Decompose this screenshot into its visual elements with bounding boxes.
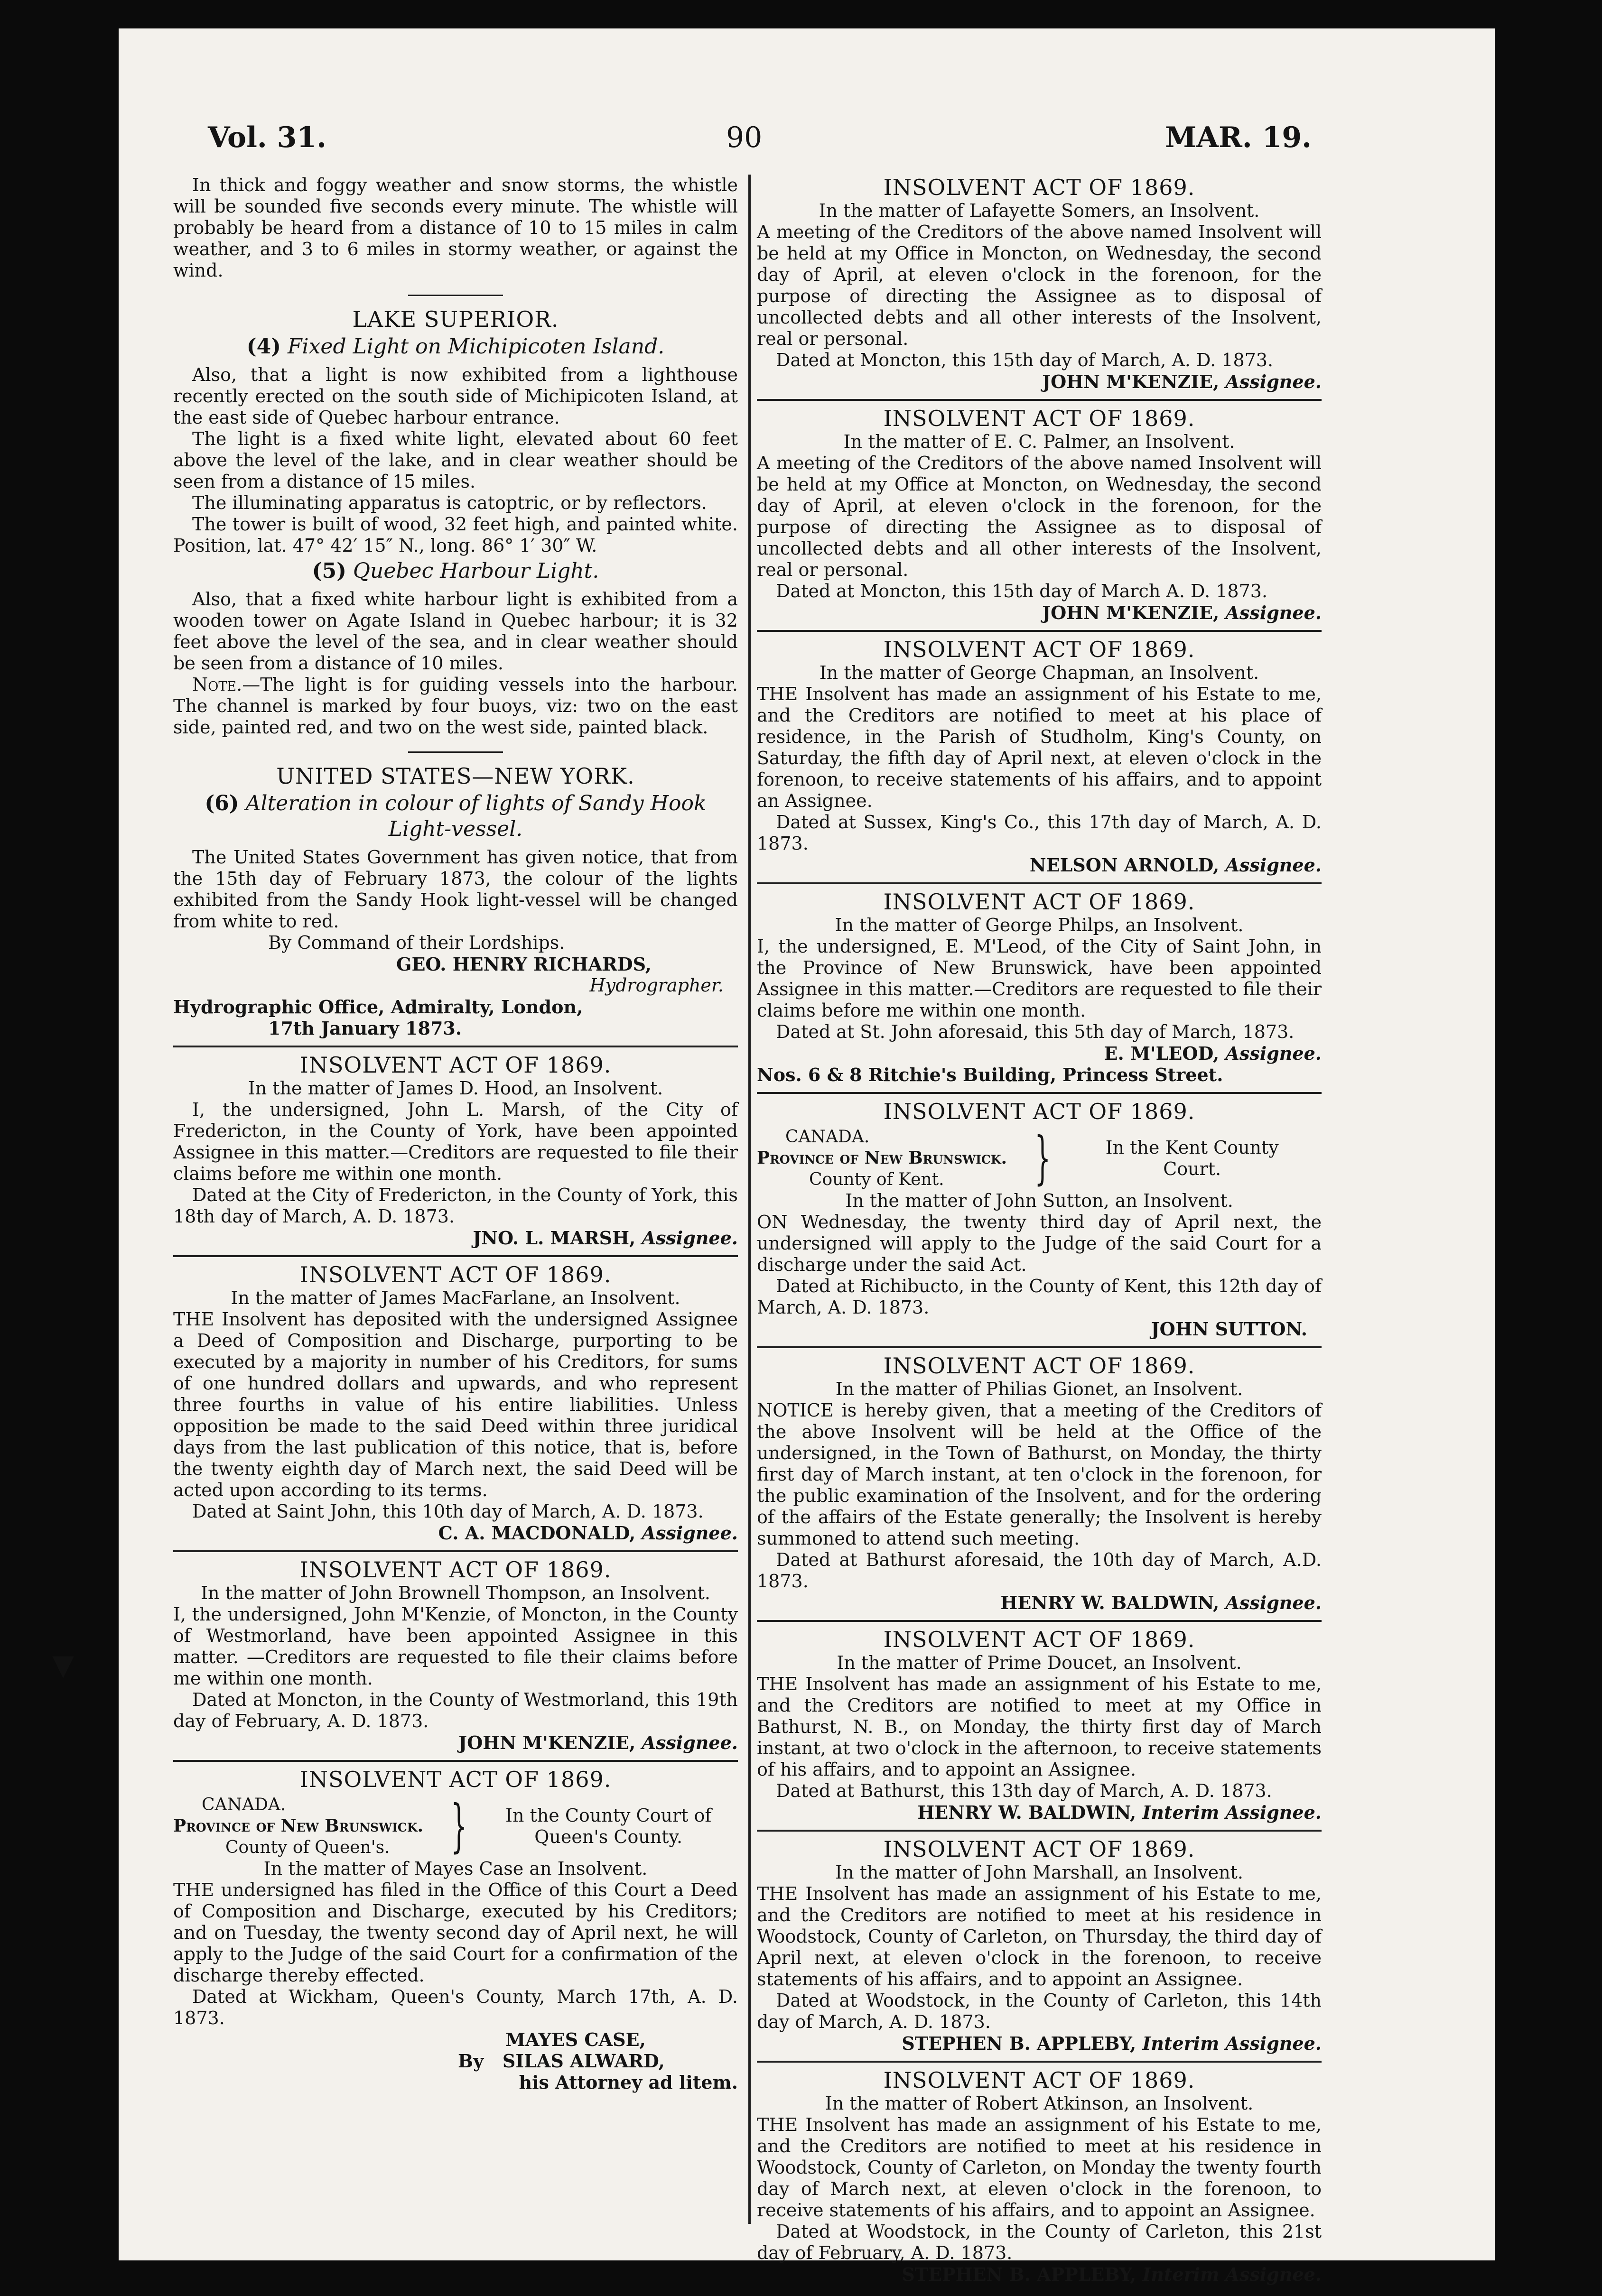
paragraph: Also, that a fixed white harbour light is exhibited from a wooden tower on Agate Island in Quebec harbour; it is 32 feet above the level of the sea, and in clear weather should be seen from a distance of 10 miles. <box>173 589 738 674</box>
notice-subheading-text: Fixed Light on Michipicoten Island. <box>288 334 665 359</box>
notice-matter: In the matter of Mayes Case an Insolvent. <box>263 1858 648 1879</box>
notice-subheading <box>173 791 738 842</box>
notice-dated: Dated at Bathurst aforesaid, the 10th day of March, A.D. 1873. <box>757 1549 1322 1592</box>
notice-rule <box>757 399 1322 401</box>
notice-title: INSOLVENT ACT OF 1869. <box>883 1836 1195 1862</box>
paragraph: The light is a fixed white light, elevated about 60 feet above the level of the lake, and in clear weather should be seen from a distance of 15 miles. <box>173 428 738 492</box>
paragraph: The United States Government has given notice, that from the 15th day of February 1873, the colour of the lights exhibited from the Sandy Hook light-vessel will be changed from white to red. <box>173 847 738 932</box>
insolvent-notice <box>757 637 1322 876</box>
notice-signature <box>173 1227 738 1249</box>
signer-name: NELSON ARNOLD, <box>1029 854 1220 876</box>
notice-matter: In the matter of Prime Doucet, an Insolvent. <box>837 1652 1242 1673</box>
notice-matter: In the matter of Robert Atkinson, an Insolvent. <box>825 2093 1254 2114</box>
insolvent-notice <box>757 1353 1322 1613</box>
insolvent-notice <box>757 1627 1322 1823</box>
notice-rule <box>173 1255 738 1257</box>
notice-dated: Dated at Moncton, this 15th day of March A. D. 1873. <box>776 581 1268 602</box>
court-name <box>479 1805 738 1848</box>
signer-role: Assignee. <box>1225 371 1322 392</box>
signer-role: Assignee. <box>1225 854 1322 876</box>
signer-name: E. M'LEOD, <box>1104 1043 1220 1064</box>
notice-number: (5) <box>312 559 346 583</box>
lake-superior-section <box>173 306 738 738</box>
section-heading: UNITED STATES—NEW YORK. <box>276 763 635 789</box>
notice-body: A meeting of the Creditors of the above named Insolvent will be held at my Office at Moncton, on Wednesday, the second day of April, at eleven o'clock in the forenoon, for the purpose of directing the Assignee as to disposal of uncollected debts and all other interests of the Insolvent, real or personal. <box>757 453 1322 580</box>
notice-body: THE Insolvent has made an assignment of his Estate to me, and the Creditors are notified to meet at his residence in Woodstock, County of Carleton, on Thursday, the third day of April next, at eleven o'clock in the forenoon, to receive statements of his affairs, and to appoint an Assignee. <box>757 1883 1322 1990</box>
court-name <box>1062 1137 1322 1180</box>
signer-role: Interim Assignee. <box>1142 2033 1322 2054</box>
notice-subheading <box>173 558 738 584</box>
assignee-address: Nos. 6 & 8 Ritchie's Building, Princess Street. <box>757 1064 1223 1085</box>
notice-title: INSOLVENT ACT OF 1869. <box>299 1262 612 1287</box>
notice-title: INSOLVENT ACT OF 1869. <box>299 1052 612 1078</box>
notice-matter: In the matter of E. C. Palmer, an Insolvent. <box>843 431 1235 452</box>
court-name-line: Court. <box>1163 1158 1221 1179</box>
notice-signature <box>757 1592 1322 1613</box>
signer-name: MAYES CASE, <box>505 2029 646 2050</box>
brace-icon: } <box>1034 1125 1051 1191</box>
notice-signature <box>757 1802 1322 1823</box>
notice-number: (4) <box>246 334 281 359</box>
section-rule <box>408 295 503 296</box>
attorney-role: his Attorney ad litem. <box>519 2072 738 2093</box>
notice-dated: Dated at Woodstock, in the County of Carleton, this 21st day of February, A. D. 1873. <box>757 2221 1322 2263</box>
paragraph: The tower is built of wood, 32 feet high, and painted white. Position, lat. 47° 42′ 15″ N., long. 86° 1′ 30″ W. <box>173 514 738 556</box>
notice-rule <box>173 1046 738 1047</box>
notice-matter: In the matter of John Marshall, an Insolvent. <box>835 1862 1243 1883</box>
signer-name: JOHN M'KENZIE, <box>458 1732 636 1753</box>
margin-mark-icon: ▼ <box>52 1648 75 1682</box>
notice-rule <box>173 1550 738 1552</box>
notice-rule <box>173 1760 738 1762</box>
signer-role: Interim Assignee. <box>1142 1802 1322 1823</box>
signer-role: Assignee. <box>642 1522 738 1544</box>
notice-signature <box>757 2033 1322 2054</box>
paragraph: Also, that a light is now exhibited from a lighthouse recently erected on the south side of Michipicoten Island, at the east side of Quebec harbour entrance. <box>173 364 738 428</box>
notice-body: NOTICE is hereby given, that a meeting of the Creditors of the above Insolvent will be held at the Office of the undersigned, in the Town of Bathurst, on Monday, the thirty first day of March instant, at ten o'clock in the forenoon, for the public examination of the Insolvent, and for the ordering of the affairs of the Estate generally; the Insolvent is hereby summoned to attend such meeting. <box>757 1400 1322 1549</box>
notice-subheading-text: Quebec Harbour Light. <box>353 559 599 583</box>
notice-signature <box>757 854 1322 876</box>
court-name-line: In the Kent County <box>1105 1137 1279 1158</box>
notice-body: I, the undersigned, John L. Marsh, of the City of Fredericton, in the County of York, have been appointed Assignee in this matter.—Creditors are requested to file their claims before me within one month. <box>173 1099 738 1184</box>
by-label: By <box>458 2050 484 2072</box>
signer-role: Assignee. <box>642 1227 738 1249</box>
signer-role: Interim Assignee. <box>1142 2264 1322 2285</box>
signer-name: STEPHEN B. APPLEBY, <box>902 2264 1136 2285</box>
notice-rule <box>757 882 1322 884</box>
notice-dated: Dated at Wickham, Queen's County, March 17th, A. D. 1873. <box>173 1986 738 2028</box>
signer-name: STEPHEN B. APPLEBY, <box>902 2033 1136 2054</box>
section-heading: LAKE SUPERIOR. <box>352 306 559 332</box>
note-paragraph <box>173 674 738 738</box>
court-heading <box>757 1126 1322 1190</box>
notice-title: INSOLVENT ACT OF 1869. <box>883 889 1195 915</box>
column-divider <box>748 175 751 2224</box>
signer-name: HENRY W. BALDWIN, <box>1000 1592 1220 1613</box>
notice-title: INSOLVENT ACT OF 1869. <box>883 637 1195 662</box>
insolvent-notice <box>173 1767 738 2093</box>
notice-dated: Dated at St. John aforesaid, this 5th day of March, 1873. <box>776 1021 1295 1042</box>
notice-body: THE Insolvent has made an assignment of his Estate to me, and the Creditors are notified to meet at his place of residence, in the Parish of Studholm, King's County, on Saturday, the fifth day of April next, at eleven o'clock in the forenoon, to receive statements of his affairs, and to appoint an Assignee. <box>757 684 1322 811</box>
signer-name: GEO. HENRY RICHARDS, <box>396 954 652 975</box>
signer-role: Assignee. <box>1225 1043 1322 1064</box>
notice-matter: In the matter of John Brownell Thompson, an Insolvent. <box>201 1583 710 1603</box>
notice-title: INSOLVENT ACT OF 1869. <box>883 1099 1195 1124</box>
signer-name: C. A. MACDONALD, <box>438 1522 636 1544</box>
note-label: Note. <box>192 674 242 695</box>
notice-matter: In the matter of Lafayette Somers, an Insolvent. <box>819 200 1260 221</box>
new-york-section <box>173 763 738 1039</box>
left-column <box>173 175 738 2093</box>
court-jurisdiction <box>757 1126 1023 1190</box>
notice-matter: In the matter of James D. Hood, an Insolvent. <box>248 1078 663 1099</box>
insolvent-notice <box>757 889 1322 1085</box>
notice-title: INSOLVENT ACT OF 1869. <box>299 1557 612 1583</box>
insolvent-notice <box>757 406 1322 623</box>
notice-title: INSOLVENT ACT OF 1869. <box>883 2067 1195 2093</box>
note-text: —The light is for guiding vessels into the harbour. The channel is marked by four buoys, viz: two on the east side, painted red, and two on the west side, painted black. <box>173 674 738 738</box>
notice-body: THE Insolvent has made an assignment of his Estate to me, and the Creditors are notified to meet at his residence in Woodstock, County of Carleton, on Monday the twenty fourth day of March next, at eleven o'clock in the forenoon, to receive statements of his affairs, and to appoint an Assignee. <box>757 2114 1322 2221</box>
notice-title: INSOLVENT ACT OF 1869. <box>883 406 1195 431</box>
notice-dated: Dated at Bathurst, this 13th day of March, A. D. 1873. <box>776 1780 1272 1801</box>
province-label: Province of New Brunswick. <box>173 1816 424 1836</box>
notice-matter: In the matter of James MacFarlane, an Insolvent. <box>231 1287 680 1308</box>
notice-title: INSOLVENT ACT OF 1869. <box>883 1627 1195 1652</box>
notice-signature <box>757 602 1322 623</box>
attorney-line <box>173 2050 738 2072</box>
right-column <box>757 175 1322 2285</box>
notice-signature <box>757 2264 1322 2285</box>
notice-dated: Dated at Moncton, this 15th day of March, A. D. 1873. <box>776 350 1274 370</box>
notice-body: A meeting of the Creditors of the above named Insolvent will be held at my Office in Moncton, on Wednesday, the second day of April, at eleven o'clock in the forenoon, for the purpose of directing the Assignee as to disposal of uncollected debts and all other interests of the Insolvent, real or personal. <box>757 222 1322 349</box>
notice-body: ON Wednesday, the twenty third day of April next, the undersigned will apply to the Judge of the said Court for a discharge under the said Act. <box>757 1212 1322 1275</box>
notice-rule <box>757 1620 1322 1622</box>
county-label: County of Kent. <box>809 1170 944 1189</box>
section-rule <box>408 751 503 753</box>
notice-dated: Dated at Sussex, King's Co., this 17th day of March, A. D. 1873. <box>757 812 1322 854</box>
county-label: County of Queen's. <box>225 1838 390 1857</box>
notice-signature <box>757 371 1322 392</box>
notice-signature <box>173 1522 738 1544</box>
notice-rule <box>757 1830 1322 1832</box>
signer-role: Assignee. <box>642 1732 738 1753</box>
notice-dated: Dated at Woodstock, in the County of Carleton, this 14th day of March, A. D. 1873. <box>757 1990 1322 2032</box>
fog-whistle-paragraph: In thick and foggy weather and snow storms, the whistle will be sounded five seconds every minute. The whistle will probably be heard from a distance of 10 to 15 miles in calm weather, and 3 to 6 miles in stormy weather, or against the wind. <box>173 175 738 281</box>
notice-signature <box>757 1043 1322 1064</box>
command-line: By Command of their Lordships. <box>268 932 565 953</box>
issue-date: MAR. 19. <box>1165 121 1312 154</box>
volume-number: Vol. 31. <box>208 121 327 154</box>
notice-dated: Dated at the City of Fredericton, in the County of York, this 18th day of March, A. D. 1873. <box>173 1185 738 1227</box>
court-name-line: In the County Court of <box>505 1805 712 1826</box>
signer-name: JOHN M'KENZIE, <box>1042 371 1220 392</box>
signer-name: JOHN SUTTON. <box>1151 1318 1307 1340</box>
province-label: Province of New Brunswick. <box>757 1148 1007 1168</box>
attorney-name: SILAS ALWARD, <box>502 2050 665 2072</box>
country-label: CANADA. <box>202 1795 286 1815</box>
country-label: CANADA. <box>785 1127 870 1147</box>
signer-role: Hydrographer. <box>589 975 724 996</box>
notice-matter: In the matter of Philias Gionet, an Insolvent. <box>835 1379 1243 1399</box>
insolvent-notice <box>757 2067 1322 2285</box>
notice-body: I, the undersigned, John M'Kenzie, of Moncton, in the County of Westmorland, have been appointed Assignee in this matter. —Creditors are requested to file their claims before me within one month. <box>173 1604 738 1689</box>
signer-name: HENRY W. BALDWIN, <box>917 1802 1136 1823</box>
notice-dated: Dated at Saint John, this 10th day of March, A. D. 1873. <box>192 1501 704 1522</box>
court-heading <box>173 1794 738 1858</box>
insolvent-notice <box>173 1052 738 1249</box>
notice-subheading <box>173 334 738 360</box>
insolvent-notice <box>757 1099 1322 1340</box>
notice-rule <box>757 1346 1322 1348</box>
office-line: Hydrographic Office, Admiralty, London, <box>173 996 583 1018</box>
notice-body: THE Insolvent has made an assignment of his Estate to me, and the Creditors are notified to meet at my Office in Bathurst, N. B., on Monday, the thirty first day of March instant, at two o'clock in the afternoon, to receive statements of his affairs, and to appoint an Assignee. <box>757 1674 1322 1780</box>
signer-role: Assignee. <box>1225 1592 1322 1613</box>
notice-title: INSOLVENT ACT OF 1869. <box>299 1767 612 1792</box>
notice-rule <box>757 1092 1322 1094</box>
notice-number: (6) <box>205 791 239 815</box>
notice-dated: Dated at Moncton, in the County of Westmorland, this 19th day of February, A. D. 1873. <box>173 1689 738 1731</box>
office-date: 17th January 1873. <box>268 1018 462 1039</box>
paragraph: The illuminating apparatus is catoptric, or by reflectors. <box>192 492 707 513</box>
court-jurisdiction <box>173 1794 439 1858</box>
notice-matter: In the matter of George Chapman, an Insolvent. <box>819 662 1259 683</box>
notice-body: I, the undersigned, E. M'Leod, of the City of Saint John, in the Province of New Brunswick, have been appointed Assignee in this matter.—Creditors are requested to file their claims before me within one month. <box>757 936 1322 1021</box>
notice-rule <box>757 2061 1322 2063</box>
notice-signature <box>173 1732 738 1753</box>
insolvent-notice <box>173 1262 738 1544</box>
notice-subheading-text: Alteration in colour of lights of Sandy Hook Light-vessel. <box>245 791 707 841</box>
insolvent-notice <box>757 175 1322 392</box>
signer-role: Assignee. <box>1225 602 1322 623</box>
insolvent-notice <box>757 1836 1322 2054</box>
notice-dated: Dated at Richibucto, in the County of Kent, this 12th day of March, A. D. 1873. <box>757 1276 1322 1318</box>
signer-name: JOHN M'KENZIE, <box>1042 602 1220 623</box>
signer-name: JNO. L. MARSH, <box>473 1227 636 1249</box>
notice-matter: In the matter of George Philps, an Insolvent. <box>835 915 1244 935</box>
notice-body: THE Insolvent has deposited with the undersigned Assignee a Deed of Composition and Discharge, purporting to be executed by a majority in number of his Creditors, for sums of one hundred dollars and upwards, and who represent three fourths in value of his entire liabilities. Unless opposition be made to the said Deed within three juridical days from the last publication of this notice, that is, before the twenty eighth day of March next, the said Deed will be acted upon according to its terms. <box>173 1309 738 1500</box>
notice-body: THE undersigned has filed in the Office of this Court a Deed of Composition and Discharge, executed by his Creditors; and on Tuesday, the twenty second day of April next, he will apply to the Judge of the said Court for a confirmation of the discharge thereby effected. <box>173 1879 738 1986</box>
notice-rule <box>757 630 1322 632</box>
notice-title: INSOLVENT ACT OF 1869. <box>883 1353 1195 1379</box>
page-number: 90 <box>726 121 763 154</box>
court-name-line: Queen's County. <box>534 1826 683 1847</box>
brace-icon: } <box>450 1793 467 1859</box>
notice-title: INSOLVENT ACT OF 1869. <box>883 175 1195 200</box>
insolvent-notice <box>173 1557 738 1753</box>
notice-matter: In the matter of John Sutton, an Insolvent. <box>845 1190 1233 1211</box>
